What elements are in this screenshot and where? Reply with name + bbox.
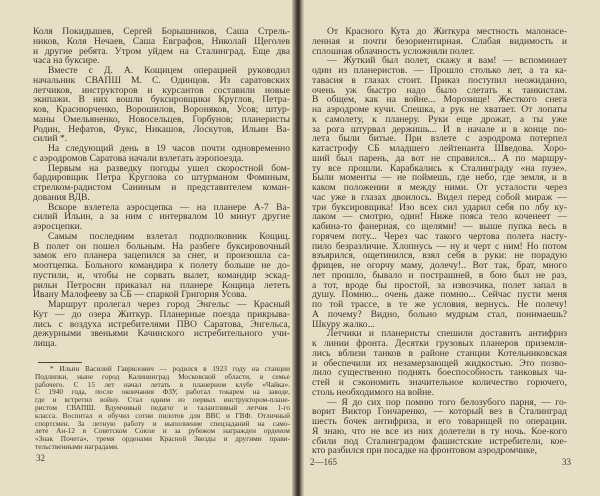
text-line: ший был парень, да вот не справился... А по маршру- [312,152,567,164]
text-line: замок его планера зацепился за снег, и произошла са- [33,250,290,262]
text-line: лета были битые. При взлете с аэродрома потерпел [312,133,567,145]
paragraph [33,66,290,144]
text-line: где и встретил войну. Стал одним из первых инструктором-плане- [35,395,290,405]
text-line: стей и сэкономить значительное количество горючего, [312,377,567,388]
text-line: лет прошло, бывало и пострашней, в бою был не раз, [312,269,567,281]
paragraph [33,144,290,164]
printer-signature-mark: 2—165 [310,457,337,467]
text-line: тельственными наградами. [35,441,119,451]
text-line: к линии фронта. Десятки грузовых планеров приземля- [312,338,567,349]
text-line: — Я до сих пор помню того белозубого парня, — го- [327,396,567,408]
text-line: а тот, вроде бы простой, за извозчика, полет запал в [312,279,567,291]
left-page-body [33,27,290,349]
text-line: горячем поту... Через час такого чертова полета насту- [312,230,567,242]
paragraph [33,27,290,66]
text-line: От Красного Кута до Житкура местность малонасе- [327,26,567,37]
text-line: и другие ребята. Утром уйдем на Сталинград. Еще два [33,45,290,57]
text-line: Первым на разведку погоды ушел скоростной бом- [48,162,290,174]
text-line: на аэродроме кучи. Спешка, а рук не хватает. От лопаты [312,104,567,115]
text-line: к самолету, к планеру. Руки еще дрожат, а ты уже [312,113,567,125]
text-line: часа на буксире. [33,55,100,67]
paragraph [312,398,567,457]
text-line: ристом СВАПШ. Вдумчивый педагог и талантливый летчик 1-го [35,402,290,412]
text-line: Летчики и планеристы спешили доставить антифриз [327,328,567,340]
text-line: три буксировщика! Изо всех сил ударил себя по лбу ку- [312,201,567,213]
text-line: ков, Краснюрченко, Ворошилов, Вороняков, Усов; штур- [33,104,290,115]
text-line: Вскоре взлетела аэросцепка — на планере А-7 Ва- [48,201,290,213]
text-line: пило безразличие. Хлопнусь — ну и черт с ним! Но потом [312,240,567,252]
paragraph [312,329,567,397]
text-line: стрелком-радистом Саниным и представителем коман- [33,182,290,193]
text-line: тавасия в глазах стоит. Приказ поступил неожиданно, [312,74,567,86]
text-line: рильи Петросян приказал на планере Кощица лететь [33,279,290,291]
text-line: летчиков, инструкторов и курсантов составили новые [33,84,290,96]
text-line: С 1940 года, после окончания ФЗУ, работал токарем на заводе, [35,387,290,397]
text-line: начальник СВАПШ М. С. Одинцов. Из саратовских [33,74,290,86]
text-line: Я знаю, что не все из них долетели в ту ночь. Кое-кого [312,425,567,437]
text-line: лило существенно поднять боеспособность танковых ча- [312,367,567,379]
text-line: силий *. [33,133,68,145]
text-line: дования ВДВ. [33,191,90,203]
page-number-right: 33 [562,457,571,467]
text-line: катастрофу СБ младшего лейтенанта Шведова. Хоро- [312,143,567,154]
text-line: силий Ильин, а за ним с интервалом 10 минут другие [33,211,290,223]
text-line: шесть бочек антифриза, и его товарищей по операции. [312,416,567,427]
text-line: пустили, и, чтобы не сорвать вылет, командир эскад- [33,269,290,281]
left-page [0,0,296,496]
text-line: В полет он пошел больным. На разбеге буксировочный [33,240,290,252]
text-line: взъярился, ощетинился, взял себя в руки: не порадую [312,250,567,262]
text-line: спортсмен. За летную работу и выполнение спецзаданий на само- [35,418,290,428]
text-line: лете Ан-12 в Советском Союзе и за рубежом награжден орденом [35,426,290,436]
paragraph [33,300,290,349]
page-number-left: 32 [36,453,45,463]
text-line: класса. Воспитал и обучил сотни пилотов для ВВС и ГВФ. Отличный [35,410,290,420]
text-line: рабочего. С 15 лет начал летать в планерном клубе «Чайка». [35,379,290,389]
text-line: Вместе с Д. А. Кощицем операцией руководил [48,65,290,76]
paragraph [33,203,290,232]
right-page [302,0,600,496]
text-line: с аэродромов Саратова начали взлетать аэропоезда. [33,152,244,164]
text-line: Подлипки, ныне город Калининград Московской области, в семье [35,371,290,381]
text-line: лись с воздуха истребителями ПВО Саратова, Энгельса, [33,318,290,330]
text-line: лаком — смотрю, один! Ниже пояса тело коченеет — [312,211,567,223]
text-line: Родин, Нефатов, Фукс, Никашов, Лоскутов, Ильин Ва- [33,123,290,135]
paragraph [33,232,290,300]
text-line: очень уж быстро надо было слетать к танкистам. [312,84,567,96]
text-line: моотцепка. Больного командира к полету больше не до- [33,260,290,271]
text-line: На следующий день в 19 часов почти одновременно [48,143,290,154]
text-line: Ивану Малофееву за СБ — спаркой Григория Усова. [33,289,248,301]
text-line: ников, Коля Нечаев, Саша Евграфов, Николай Щеголев [33,35,290,47]
footnote [35,365,290,451]
text-line: Были моменты — не поймешь, где небо, где земля, и в [312,172,567,184]
footnote-rule [38,362,82,363]
text-line: за рога штурвал держишь... И в начале и в конце по- [312,123,567,135]
text-line: бардировщик Петра Круглова со штурманом Фоминым, [33,172,290,184]
text-line: кто разбился при посадке на фронтовом аэродромчике, [312,445,537,457]
text-line: сплошная облачность усложняли полет. [312,45,475,57]
text-line: час уже в глазах двоилось. Видел перед собой мираж — [312,191,567,203]
text-line: аэросцепки. [33,221,83,232]
text-line: каком положении я между ними. От усталости через [312,182,567,193]
text-line: столь необходимого на войне. [312,386,434,398]
text-line: кабина-то фанерная, со щелями! — выше пупка весь в [312,221,567,232]
text-line: ту все прошли. Карабкались к Сталинграду «на пузе». [312,162,567,174]
text-line: Кут — до озера Житкур. Планерные поезда прикрыва- [33,308,290,320]
text-line: и обеспечили их незамерзающей жидкостью. Это позво- [312,357,567,369]
text-line: душу. Помню... очень даже помню... Сейчас пусти меня [312,289,567,301]
text-line: ленная и почти безориентирная. Слабая видимость и [312,35,567,47]
paragraph [312,56,567,329]
paragraph [33,164,290,203]
text-line: экипажи. В них вошли буксировщики Круглов, Петра- [33,94,290,106]
text-line: «Знак Почета», тремя орденами Красной Звезды и другими прави- [35,434,290,444]
text-line: — Жуткий был полет, скажу я вам! — вспоминает [327,55,567,67]
text-line: лись вблизи танков в районе станции Котельниковская [312,347,567,359]
text-line: лища. [33,338,57,349]
book-gutter [292,0,304,496]
text-line: сбили под Сталинградом фашистские истребители, кое- [312,435,567,447]
text-line: * Ильин Василий Гаврилович — родился в 1923 году на станции [50,364,290,373]
text-line: по той трассе, в те же условия, вернусь. Не полечу! [312,299,567,310]
text-line: маны Омельяненко, Новосельцев, Горбунов; планеристы [33,113,290,125]
text-line: Шкуру жалко... [312,318,375,330]
text-line: А почему? Видно, больно мудрым стал, понимаешь? [312,308,567,320]
text-line: дежурными звеньями Качинского истребительного учи- [33,328,290,340]
text-line: фрицев, не огорчу маму, долечу!.. Вот так, брат, много [312,260,567,271]
text-line: Маршрут пролегал через город Энгельс — Красный [48,299,290,310]
text-line: ворит Виктор Гончаренко, — который вез в Сталинград [312,406,567,418]
text-line: Коля Покидышев, Сергей Борышников, Саша Стрель- [33,26,290,37]
right-page-body [312,27,567,456]
text-line: один из планеристов. — Прошло столько лет, а та ка- [312,65,567,76]
paragraph [312,27,567,56]
text-line: В общем, как на войне... Морозище! Жесткого снега [312,94,567,106]
text-line: Самым последним взлетал подполковник Кощиц. [48,230,290,242]
